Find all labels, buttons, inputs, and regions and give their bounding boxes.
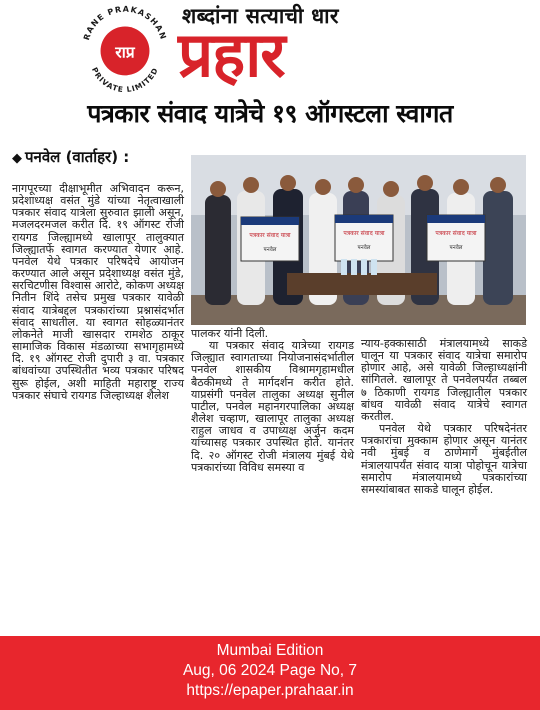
article-paragraph: नागपूरच्या दीक्षाभूमीत अभिवादन करून, प्रदेशाध्यक्ष वसंत मुंडे यांच्या नेतृत्वाखाली पत्रकार संवाद यात्रेला सुरुवात झाली असून, मजलदरमजल करीत दि. १९ ऑगस्ट रोजी रायगड जिल्ह्यामध्ये खालापूर तालुक्यात जिल्ह्यातर्फे स्वागत करण्यात येणार आहे. — [12, 182, 184, 256]
svg-text:पनवेल: पनवेल — [357, 245, 371, 251]
svg-text:पनवेल: पनवेल — [263, 247, 277, 253]
diamond-bullet-icon: ◆ — [12, 151, 22, 166]
article-paragraph: या पत्रकार संवाद यात्रेच्या रायगड जिल्ह्यात स्वागताच्या नियोजनासंदर्भातील पनवेल शासकीय विश्रामगृहामधील बैठकीमध्ये ते मार्गदर्शन करीत होते. याप्रसंगी पनवेल तालुका अध्यक्ष सुनील पाटील, पनवेल महानगरपालिका अध्यक्ष शैलेश चव्हाण, खालापूर तालुका अध्यक्ष राहुल जाधव व उपाध्यक्ष अर्जुन कदम यांच्यासह पत्रकार उपस्थित होते. यानंतर दि. २० ऑगस्ट रोजी मंत्रालय मुंबई येथे पत्रकारांच्या विविध समस्या व — [191, 339, 354, 474]
svg-text:PRIVATE LIMITED: PRIVATE LIMITED — [89, 65, 161, 92]
article-paragraph: पनवेल येथे पत्रकार परिषदेनंतर पत्रकारांचा मुक्काम होणार असून यानंतर नवी मुंबई व ठाणेमार्गे मुंबईतील मंत्रालयापर्यंत संवाद यात्रा पोहोचून यात्रेचा समारोप मंत्रालयामध्ये पत्रकारांच्या समस्यांबाबत साकडे घालून होईल. — [361, 422, 527, 496]
article-paragraph: न्याय-हक्कासाठी मंत्रालयामध्ये साकडे घालून या पत्रकार संवाद यात्रेचा समारोप होणार आहे, असे यावेळी जिल्हाध्यक्षांनी सांगितले. खालापूर ते पनवेलपर्यंत तब्बल ७ ठिकाणी रायगड जिल्ह्यातील पत्रकार बांधव यावेळी संवाद यात्रेचे स्वागत करतील. — [361, 337, 527, 423]
article-photo — [191, 155, 526, 325]
svg-text:राप्र: राप्र — [115, 42, 135, 62]
masthead — [0, 0, 540, 92]
svg-text:पत्रकार संवाद यात्रा: पत्रकार संवाद यात्रा — [435, 230, 477, 237]
article-dateline — [12, 147, 129, 167]
svg-text:पत्रकार संवाद यात्रा: पत्रकार संवाद यात्रा — [343, 230, 385, 237]
newspaper-brand-name: प्रहार — [178, 18, 285, 91]
publisher-seal-logo — [76, 2, 174, 92]
dateline-text: पनवेल (वार्ताहर) : — [25, 148, 130, 166]
svg-text:पनवेल: पनवेल — [449, 245, 463, 251]
epaper-footer — [0, 636, 540, 710]
article-paragraph: पनवेल येथे पत्रकार परिषदेचे आयोजन करण्यात आले असून प्रदेशाध्यक्ष वसंत मुंडे, सरचिटणीस विश्वास आरोटे, कोकण अध्यक्ष नितीन शिंदे तसेच प्रमुख पत्रकार यावेळी संवाद यात्रेबद्दल पत्रकारांच्या प्रश्नासंदर्भात संवाद साधतील. या स्वागत सोहळ्यानंतर लोकनेते माजी खासदार रामशेठ ठाकूर सामाजिक विकास मंडळाच्या सभागृहामध्ये दि. १९ ऑगस्ट रोजी दुपारी ३ वा. पत्रकार बांधवांच्या उपस्थितीत भव्य पत्रकार परिषद सुरू होईल, अशी माहिती महाराष्ट्र राज्य पत्रकार संघाचे रायगड जिल्हाध्यक्ष शैलेश — [12, 254, 184, 402]
article-column-right — [361, 338, 527, 496]
footer-edition: Mumbai Edition — [216, 642, 324, 659]
article-paragraph: पालकर यांनी दिली. — [191, 327, 269, 340]
article-column-left — [12, 183, 184, 402]
masthead-tagline: शब्दांना सत्याची धार — [182, 4, 339, 28]
svg-text:पत्रकार संवाद यात्रा: पत्रकार संवाद यात्रा — [249, 232, 291, 239]
article-column-middle — [191, 328, 354, 474]
article-headline: पत्रकार संवाद यात्रेचे १९ ऑगस्टला स्वागत — [87, 99, 453, 128]
footer-url-link[interactable]: https://epaper.prahaar.in — [186, 682, 354, 699]
footer-date-page: Aug, 06 2024 Page No, 7 — [182, 662, 358, 679]
svg-text:RANE PRAKASHAN: RANE PRAKASHAN — [81, 4, 169, 42]
